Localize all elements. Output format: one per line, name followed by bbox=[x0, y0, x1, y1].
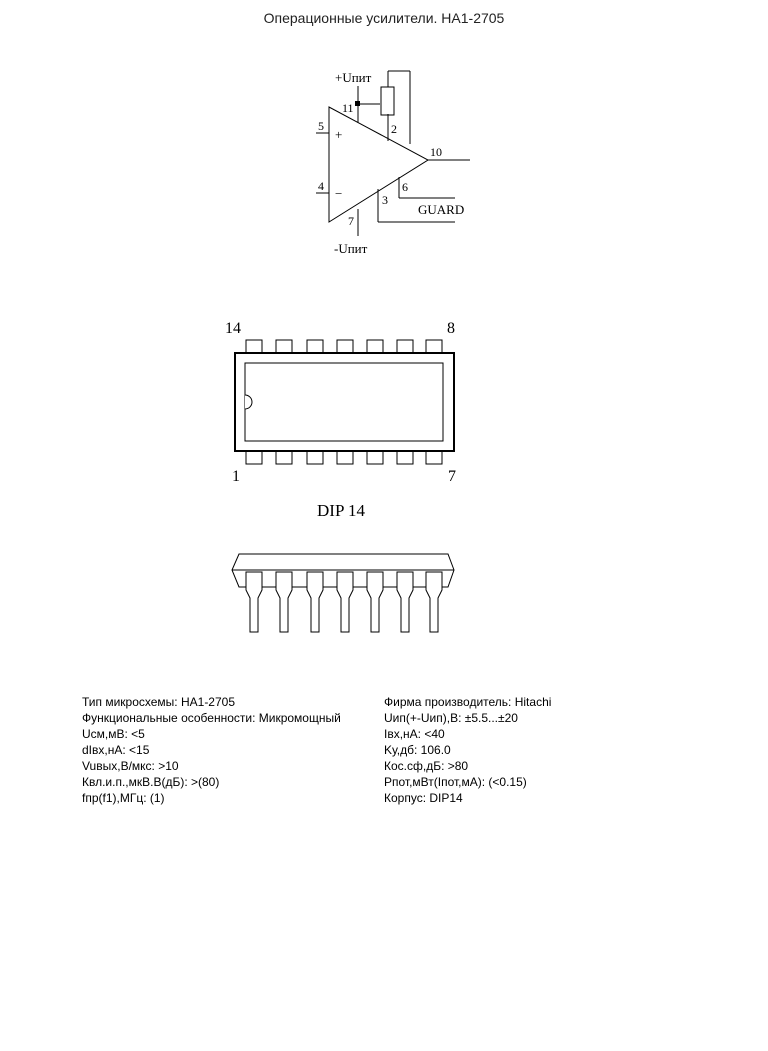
pin-1-number: 1 bbox=[232, 468, 240, 485]
dip-side-pin bbox=[426, 572, 442, 632]
spec-supply-voltage: Uип(+-Uип),В: ±5.5...±20 bbox=[384, 711, 518, 725]
pin-5-label: 5 bbox=[318, 119, 324, 133]
pin-2-label: 2 bbox=[391, 122, 397, 136]
guard-label: GUARD bbox=[418, 202, 465, 217]
dip-pin-bottom bbox=[397, 451, 413, 464]
dip-pin-top bbox=[307, 340, 323, 353]
dip-pin-bottom bbox=[276, 451, 292, 464]
dip-pin-top bbox=[276, 340, 292, 353]
vplus-label: +Uпит bbox=[335, 70, 372, 85]
dip-pin-top bbox=[367, 340, 383, 353]
spec-package: Корпус: DIP14 bbox=[384, 791, 463, 805]
spec-input-current: Iвх,нА: <40 bbox=[384, 727, 445, 741]
dip-pin-top bbox=[337, 340, 353, 353]
minus-input-sign: − bbox=[335, 186, 343, 201]
pin-4-label: 4 bbox=[318, 179, 324, 193]
spec-gain: Kу,дб: 106.0 bbox=[384, 743, 451, 757]
page-title: Операционные усилители. HA1-2705 bbox=[263, 10, 505, 26]
spec-features: Функциональные особенности: Микромощный bbox=[82, 711, 341, 725]
pin-10-label: 10 bbox=[430, 145, 442, 159]
spec-bandwidth: fпр(f1),МГц: (1) bbox=[82, 791, 165, 805]
spec-offset-voltage: Uсм,мВ: <5 bbox=[82, 727, 145, 741]
dip-pin-bottom bbox=[246, 451, 262, 464]
dip-pin-bottom bbox=[426, 451, 442, 464]
specs-right-column bbox=[384, 694, 551, 806]
spec-psrr: Квл.и.п.,мкВ.В(дБ): >(80) bbox=[82, 775, 220, 789]
dip-pin-top bbox=[246, 340, 262, 353]
dip-side-pin bbox=[337, 572, 353, 632]
dip-pin-bottom bbox=[337, 451, 353, 464]
dip-pin-bottom bbox=[307, 451, 323, 464]
dip-side-pin bbox=[276, 572, 292, 632]
dip-side-pin bbox=[367, 572, 383, 632]
spec-cmrr: Кос.сф,дБ: >80 bbox=[384, 759, 469, 773]
pin-11-label: 11 bbox=[342, 101, 354, 115]
pin-6-label: 6 bbox=[402, 180, 408, 194]
package-name: DIP 14 bbox=[317, 501, 366, 520]
dip-pin-top bbox=[426, 340, 442, 353]
plus-input-sign: + bbox=[335, 127, 343, 142]
dip-side-pin bbox=[307, 572, 323, 632]
spec-power: Рпот,мВт(Iпот,мА): (<0.15) bbox=[384, 775, 527, 789]
pin-14-number: 14 bbox=[225, 320, 241, 337]
pin-3-label: 3 bbox=[382, 193, 388, 207]
dip-body-outer bbox=[235, 353, 454, 451]
dip-side-pin bbox=[397, 572, 413, 632]
pin-7-number: 7 bbox=[448, 468, 456, 485]
pin-8-number: 8 bbox=[447, 320, 455, 337]
specs-left-column bbox=[82, 694, 341, 806]
spec-chip-type: Тип микросхемы: HA1-2705 bbox=[82, 695, 236, 709]
dip-pin-bottom bbox=[367, 451, 383, 464]
pin-7-label: 7 bbox=[348, 214, 354, 228]
spec-manufacturer: Фирма производитель: Hitachi bbox=[384, 695, 552, 709]
dip-side-pin bbox=[246, 572, 262, 632]
spec-slew-rate: Vuвых,В/мкс: >10 bbox=[82, 759, 179, 773]
vminus-label: -Uпит bbox=[334, 241, 368, 256]
dip-pin-top bbox=[397, 340, 413, 353]
spec-offset-current: dIвх,нА: <15 bbox=[82, 743, 150, 757]
